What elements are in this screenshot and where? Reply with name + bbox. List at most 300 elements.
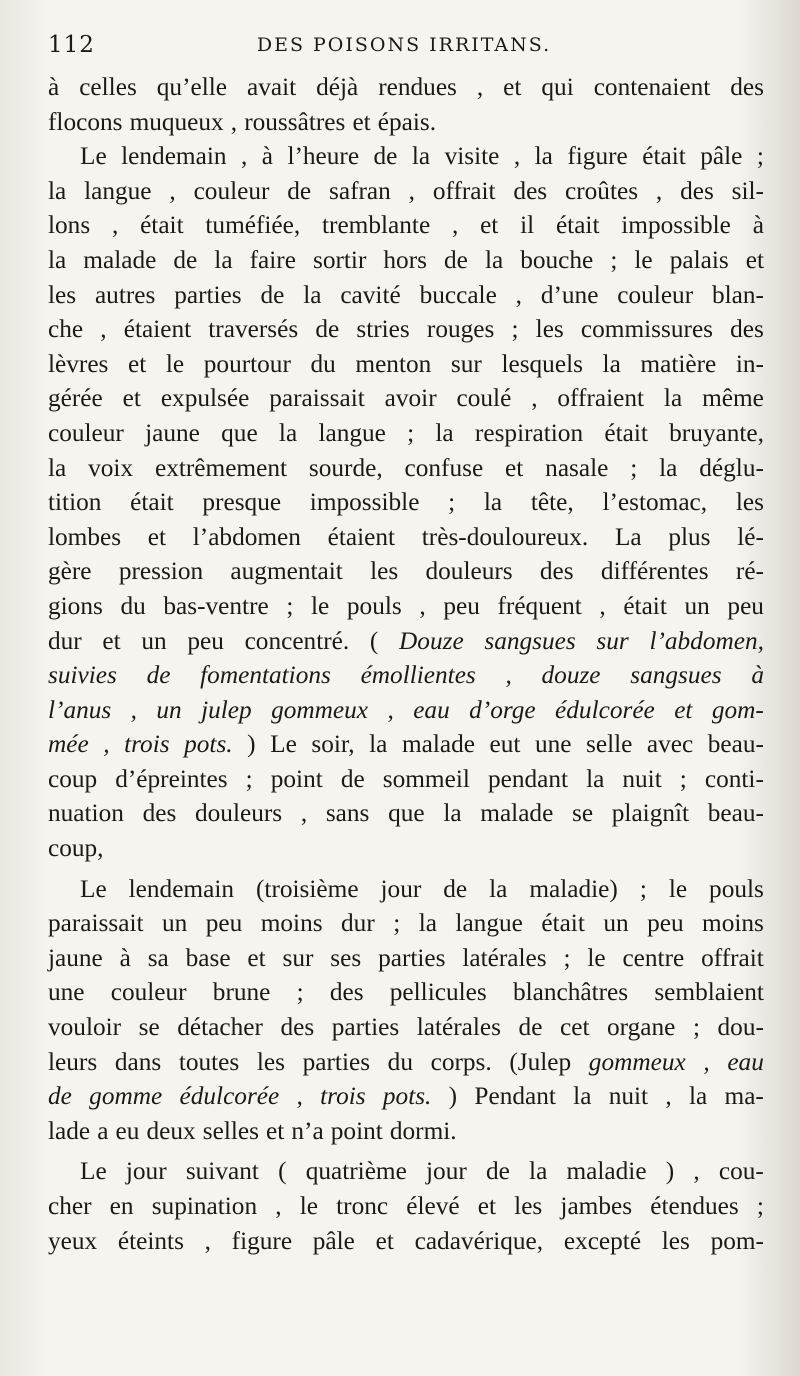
word: et [266, 1116, 285, 1145]
word: émollientes [360, 661, 476, 690]
word: les [370, 557, 399, 586]
word: , [387, 695, 394, 724]
word: Douze [399, 626, 464, 655]
word: des [730, 73, 764, 101]
word: pouls [709, 874, 764, 903]
word: che [48, 315, 84, 344]
word: déglu- [699, 453, 764, 482]
word: ; [286, 591, 294, 620]
word: eut [489, 730, 521, 759]
word: la [659, 453, 678, 482]
word: jaune [48, 943, 103, 972]
word: ) [665, 1157, 675, 1186]
word: , [111, 211, 119, 240]
word: dormi. [389, 1116, 457, 1145]
word: la [278, 418, 298, 447]
word: tronc [336, 1192, 389, 1220]
word: moins [702, 909, 764, 938]
word: peu [205, 909, 243, 938]
word: corps. [430, 1047, 492, 1076]
word: à [752, 211, 764, 240]
word: ; [511, 315, 519, 344]
text-line [48, 381, 764, 416]
word: le [165, 349, 185, 378]
text-line [48, 1010, 764, 1045]
word: un [141, 626, 167, 655]
word: supination [151, 1192, 258, 1220]
word: un [603, 909, 629, 938]
text-line [48, 347, 764, 382]
text-line [48, 1189, 764, 1224]
text-line [48, 796, 764, 831]
word: jour [380, 874, 422, 903]
word: sourde, [308, 453, 383, 482]
word: était [642, 142, 686, 171]
word: matière [640, 349, 717, 378]
word: déjà [316, 73, 359, 101]
word: julep [201, 695, 252, 724]
word: la [214, 245, 233, 274]
word: soir, [311, 730, 355, 759]
word: des [680, 176, 714, 205]
text-line [48, 727, 764, 762]
word: de [48, 1082, 72, 1111]
word: étaient [327, 522, 396, 551]
word: cher [48, 1192, 92, 1220]
word: ma- [724, 1082, 764, 1111]
word: qu’elle [156, 73, 227, 101]
word: , [476, 73, 484, 101]
word: organe [607, 1013, 676, 1042]
word: , [451, 211, 459, 240]
word: toutes [178, 1047, 240, 1076]
word: pression [118, 557, 204, 586]
text-line [48, 243, 764, 278]
text-line [48, 208, 764, 243]
word: la [573, 1082, 592, 1111]
word: , [665, 1082, 672, 1111]
word: une [534, 730, 572, 759]
word: à [48, 73, 60, 101]
text-line [48, 906, 764, 941]
word: jambes [560, 1192, 633, 1220]
word: un [156, 695, 182, 724]
word: la [435, 418, 454, 447]
word: semblaient [654, 978, 764, 1007]
word: , [408, 176, 415, 205]
word: édulcorée [555, 695, 655, 724]
word: et [477, 1192, 497, 1220]
word: d’une [540, 280, 599, 309]
word: malade [83, 245, 157, 274]
word: selles [202, 1116, 259, 1145]
word: sa [147, 943, 169, 972]
word: et [674, 695, 693, 724]
word: à [119, 943, 131, 972]
word: latérales [462, 943, 547, 972]
word: n’a [291, 1116, 324, 1145]
word: du [310, 349, 336, 378]
word: ses [330, 943, 362, 972]
word: de [146, 661, 171, 690]
word: maladie [566, 1157, 647, 1186]
word: nuit [622, 764, 662, 793]
word: langue [318, 418, 386, 447]
word: de [340, 764, 365, 793]
word: pâle [312, 1226, 355, 1255]
word: étaient [123, 315, 192, 344]
text-line [48, 485, 764, 520]
word: même [702, 384, 764, 413]
word: différentes [600, 557, 709, 586]
word: gom- [711, 695, 764, 724]
word: bas-ventre [163, 591, 269, 620]
word: in- [735, 349, 764, 378]
word: extrêmement [154, 453, 288, 482]
word: Le [80, 1157, 107, 1186]
word: maladie) [529, 874, 618, 903]
word: de [173, 245, 198, 274]
word: plus [668, 522, 711, 551]
word: fréquent [497, 591, 582, 620]
word: sommeil [382, 764, 470, 793]
word: blanchâtres [512, 978, 629, 1007]
word: point [330, 1116, 383, 1145]
word: il [520, 211, 535, 240]
word: roussâtres [244, 107, 346, 136]
word: des [730, 315, 764, 344]
word: malade [401, 730, 475, 759]
word: était [140, 211, 184, 240]
word: des [280, 1013, 315, 1042]
text-line [48, 1224, 764, 1259]
word: cadavérique, [414, 1226, 544, 1255]
word: à [751, 661, 764, 690]
word: lendemain [128, 874, 235, 903]
word: suivies [48, 661, 117, 690]
word: langue [84, 176, 152, 205]
word: , [505, 661, 512, 690]
text-line [48, 624, 764, 659]
word: couleur [617, 280, 694, 309]
word: avait [246, 73, 297, 101]
word: paraissait [48, 909, 144, 938]
word: coup, [48, 834, 104, 863]
word: eau [727, 1047, 764, 1076]
word: était [555, 211, 600, 240]
word: autres [94, 280, 156, 309]
word: avoir [384, 384, 437, 413]
word: la [418, 909, 437, 938]
word: quatrième [305, 1157, 407, 1186]
word: lé- [737, 522, 764, 551]
text-line [48, 975, 764, 1010]
word: , [169, 176, 176, 205]
word: peu [443, 591, 480, 620]
word: lade [48, 1116, 91, 1145]
word: sangsues [484, 626, 576, 655]
word: faire [249, 245, 296, 274]
word: contenaient [593, 73, 711, 101]
word: le [668, 874, 688, 903]
word: ; [679, 764, 687, 793]
word: paraissait [269, 384, 365, 413]
word: flocons [48, 107, 123, 136]
word: eau [413, 695, 450, 724]
word: brune [212, 978, 271, 1007]
word: , [513, 142, 521, 171]
word: pellicules [389, 978, 487, 1007]
word: malade [480, 799, 554, 828]
word: excepté [563, 1226, 642, 1255]
word: et [745, 245, 764, 274]
word: rendues [378, 73, 457, 101]
word: épais. [377, 107, 437, 136]
word: était [541, 909, 585, 938]
word: , [230, 107, 238, 136]
word: , [240, 142, 248, 171]
page-number: 112 [48, 32, 95, 58]
word: pâle [700, 142, 743, 171]
word: se [138, 1013, 160, 1042]
word: Le [80, 142, 107, 171]
text-line [48, 278, 764, 313]
word: gère [48, 557, 92, 586]
text-line [48, 1154, 764, 1189]
word: Le [80, 874, 107, 903]
word: ré- [735, 557, 764, 586]
word: la [48, 453, 67, 482]
word: les [535, 315, 564, 344]
word: couleur [193, 176, 270, 205]
word: stries [356, 315, 410, 344]
word: lombes [48, 522, 122, 551]
word: jour [426, 1157, 467, 1186]
word: deux [146, 1116, 196, 1145]
word: nuation [48, 799, 124, 828]
word: peu [187, 626, 224, 655]
word: rouges [426, 315, 495, 344]
word: yeux [48, 1226, 98, 1255]
word: leurs [48, 1047, 98, 1076]
word: la [443, 799, 462, 828]
word: de [444, 245, 468, 274]
word: nuit [608, 1082, 649, 1111]
word: , [599, 591, 606, 620]
word: voix [88, 453, 134, 482]
word: ; [610, 245, 618, 274]
word: , [655, 176, 663, 205]
text-line [48, 451, 764, 486]
word: que [388, 799, 425, 828]
word: augmentait [230, 557, 343, 586]
word: tête, [530, 488, 574, 517]
word: les [514, 1192, 543, 1220]
text-line [48, 872, 764, 907]
word: base [185, 943, 231, 972]
word: sans [325, 799, 370, 828]
word: dur [341, 909, 375, 938]
text-line [48, 693, 764, 728]
word: un [161, 909, 188, 938]
text-line [48, 658, 764, 693]
text-line [48, 1079, 764, 1114]
word: et [480, 211, 499, 240]
word: mée [48, 730, 89, 759]
word: safran [329, 176, 391, 205]
word: en [109, 1192, 134, 1220]
word: douleurs [195, 799, 283, 828]
word: tremblante [322, 211, 431, 240]
text-line [48, 1045, 764, 1080]
word: parties [302, 1047, 371, 1076]
word: sortir [312, 245, 367, 274]
word: des [539, 557, 574, 586]
word: se [572, 799, 594, 828]
word: un [684, 591, 710, 620]
text-line [48, 941, 764, 976]
word: et [247, 943, 266, 972]
word: l’heure [287, 142, 360, 171]
word: et [503, 73, 522, 101]
word: ; [407, 418, 415, 447]
word: avec [646, 730, 694, 759]
word: latérales [416, 1013, 501, 1042]
word: point [270, 764, 323, 793]
word: le [634, 245, 653, 274]
word: sur [450, 349, 482, 378]
word: qui [541, 73, 574, 101]
word: Pendant [474, 1082, 556, 1111]
word: ; [448, 488, 456, 517]
word: douleurs [425, 557, 513, 586]
word: (Julep [509, 1047, 572, 1076]
word: langue [455, 909, 523, 938]
word: celles [79, 73, 137, 101]
word: gomme [89, 1082, 163, 1111]
word: éteints [117, 1226, 184, 1255]
body-text [48, 70, 764, 1258]
word: lesquels [501, 349, 583, 378]
word: édulcorée [179, 1082, 280, 1111]
word: (troisième [256, 874, 359, 903]
word: des [142, 799, 177, 828]
word: la [303, 280, 322, 309]
word: de [485, 1157, 510, 1186]
word: des [329, 978, 364, 1007]
text-line [48, 174, 764, 209]
word: sur [282, 943, 314, 972]
word: pots. [382, 1082, 432, 1111]
word: ( [278, 1157, 287, 1186]
word: coulé [456, 384, 512, 413]
word: d’orge [469, 695, 536, 724]
word: la [48, 245, 67, 274]
word: figure [231, 1226, 293, 1255]
word: pom- [710, 1226, 764, 1255]
word: la [586, 764, 605, 793]
word: moins [260, 909, 323, 938]
word: et [352, 107, 371, 136]
word: l’anus [48, 695, 112, 724]
word: ; [393, 909, 401, 938]
word: une [48, 978, 85, 1007]
word: presque [202, 488, 282, 517]
word: beau- [707, 799, 764, 828]
word: et [102, 626, 121, 655]
word: muqueux [129, 107, 224, 136]
word: était [130, 488, 174, 517]
word: pendant [487, 764, 569, 793]
word: , [693, 1157, 700, 1186]
word: la [529, 1157, 548, 1186]
word: palais [669, 245, 729, 274]
word: figure [567, 142, 628, 171]
word: et [122, 384, 141, 413]
word: la [534, 142, 553, 171]
word: beau- [707, 730, 764, 759]
word: cavité [340, 280, 401, 309]
word: suivant [185, 1157, 259, 1186]
word: traversés [208, 315, 299, 344]
text-line [48, 312, 764, 347]
word: les [256, 1047, 285, 1076]
word: de [518, 1013, 543, 1042]
word: et [505, 453, 524, 482]
word: peu [727, 591, 764, 620]
word: la [663, 384, 683, 413]
word: la [369, 730, 388, 759]
word: l’abdomen [192, 522, 301, 551]
word: était [623, 591, 667, 620]
text-line [48, 589, 764, 624]
word: , [515, 280, 522, 309]
word: coup [48, 764, 98, 793]
word: gommeux [588, 1047, 686, 1076]
word: les [661, 1226, 690, 1255]
word: était [604, 418, 648, 447]
word: offrait [701, 943, 764, 972]
word: le [311, 591, 330, 620]
word: le [587, 943, 606, 972]
word: jour [125, 1157, 167, 1186]
word: ; [639, 874, 647, 903]
word: eu [115, 1116, 140, 1145]
word: dur [48, 626, 82, 655]
word: les [48, 280, 77, 309]
word: cet [559, 1013, 590, 1042]
word: pots. [184, 730, 233, 759]
word: de [315, 315, 340, 344]
word: a [97, 1116, 109, 1145]
word: buccale [419, 280, 497, 309]
word: fomentations [200, 661, 331, 690]
word: gommeux [271, 695, 369, 724]
word: et [128, 349, 147, 378]
word: , [103, 730, 110, 759]
word: , [204, 1226, 211, 1255]
text-line [48, 554, 764, 589]
word: ; [756, 1192, 764, 1220]
word: d’épreintes [115, 764, 228, 793]
text-line [48, 416, 764, 451]
word: du [387, 1047, 413, 1076]
word: expulsée [160, 384, 250, 413]
word: commissures [580, 315, 714, 344]
word: trois [320, 1082, 366, 1111]
word: peu [647, 909, 684, 938]
word: à [261, 142, 273, 171]
